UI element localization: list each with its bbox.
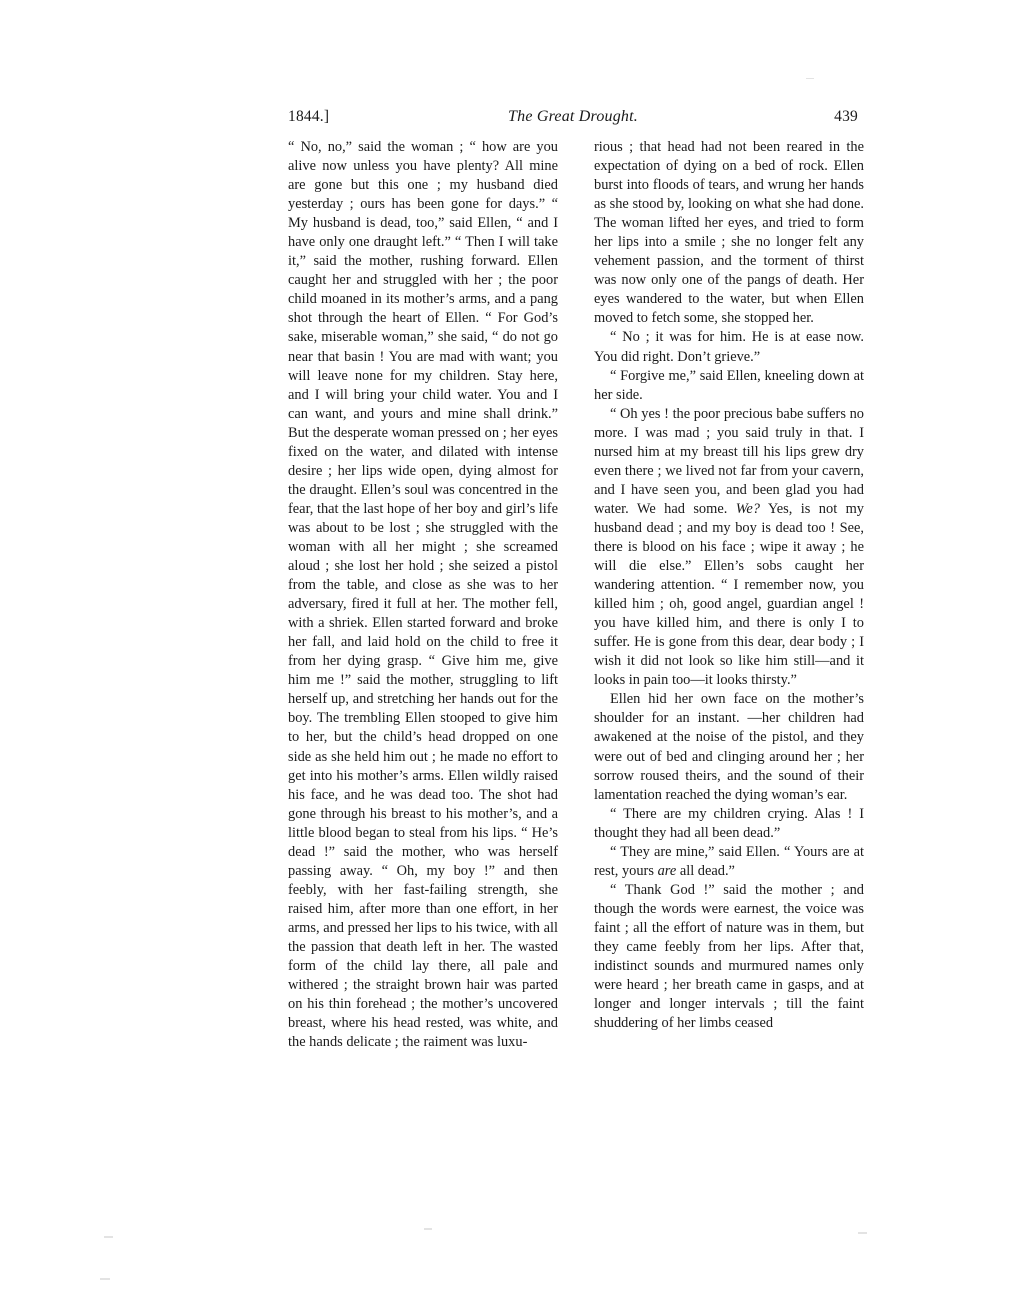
paragraph: “ No, no,” said the woman ; “ how are you alive now unless you have plenty? All mine are gone but this one ; my husband died yesterday ; ours has been gone for days.” “ My husband is dead, too,” said Ellen, “ and I have only one draught left.” “ Then I will take it,” said the mother, rushing forward. Ellen caught her and struggled with her ; the poor child moaned in its mother’s arms, and a pang shot through the heart of Ellen. “ For God’s sake, miserable woman,” she said, “ do not go near that basin ! You are mad with want; you will leave none for my children. Stay here, and I will bring your child water. You and I can want, and yours and mine shall drink.” But the desperate woman pressed on ; her eyes fixed on the water, and dilated with intense desire ; her lips wide open, dying almost for the draught. Ellen’s soul was concentred in the fear, that the last hope of her boy and girl’s life was about to be lost ; she struggled with the woman with all her might ; she screamed aloud ; she lost her hold ; she seized a pistol from the table, and close as she was to her adversary, fired it full at her. The mother fell, with a shriek. Ellen started forward and broke her fall, and laid hold on the child to free it from her dying grasp. “ Give him me, give him me !” said the mother, struggling to lift herself up, and stretching her hands out for the boy. The trembling Ellen stooped to give him to her, but the child’s head dropped on one side as she held him out ; he made no effort to get into his mother’s arms. Ellen wildly raised his face, and he was dead too. The shot had gone through his breast to his mother’s, and a little blood began to steal from his lips. “ He’s dead !” said the mother, who was herself passing away. “ Oh, my boy !” and then feebly, with her fast-failing strength, she raised him, after more than one effort, in her arms, and pressed her lips to his twice, with all the passion that death left in her. The wasted form of the child lay there, all pale and withered ; the straight brown hair was parted on his thin forehead ; the mother’s uncovered breast, where his head rested, was white, and the hands delicate ; the raiment was luxu- [288, 139, 558, 1051]
paragraph: rious ; that head had not been reared in the expectation of dying on a bed of rock. Ellen burst into floods of tears, and wrung her hands as she stood by, looking on what she had done. The woman lifted her eyes, and tried to form her lips into a smile ; she no longer felt any vehement passion, and the torment of thirst was now only one of the pangs of death. Her eyes wandered to the water, but when Ellen moved to fetch some, she stopped her. [594, 139, 864, 327]
paragraph: “ There are my children crying. Alas ! I thought they had all been dead.” [594, 805, 864, 841]
page-artifact-corner [100, 1278, 110, 1280]
column-left [288, 138, 558, 1052]
header-year: 1844.] [288, 108, 330, 125]
page-header [288, 108, 858, 130]
paragraph: “ Thank God !” said the mother ; and though the words were earnest, the voice was faint ; all the effort of nature was in them, but they came feebly from her lips. After that, indistinct sounds and murmured names only were heard ; her breath came in gasps, and at longer and longer intervals ; till the faint shuddering of her limbs ceased [594, 881, 864, 1032]
paragraph: Ellen hid her own face on the mother’s shoulder for an instant. —her children had awakened at the noise of the pistol, and they were out of bed and clinging around her ; her sorrow roused theirs, and the sound of their lamentation reached the dying woman’s ear. [594, 691, 864, 803]
paragraph: “ Oh yes ! the poor precious babe suffers no more. I was mad ; you said truly in that. I nursed him at my breast till his lips grew dry even there ; we lived not far from your cavern, and I have seen you, and been glad you had water. We had some. We? Yes, is not my husband dead ; and my boy is dead too ! See, there is blood on his face ; wipe it away ; he will die else.” Ellen’s sobs caught her wandering attention. “ I remember now, you killed him ; oh, good angel, guardian angel ! you have killed him, and there is only I to suffer. He is gone from this dear, dear body ; I wish it did not look so like him still—and it looks in pain too—it looks thirsty.” [594, 405, 864, 689]
page-artifact-bottom-left [104, 1236, 113, 1238]
paragraph: “ They are mine,” said Ellen. “ Yours are at rest, yours are all dead.” [594, 843, 864, 879]
page-artifact-bottom-center [424, 1228, 432, 1230]
paragraph: “ No ; it was for him. He is at ease now. You did right. Don’t grieve.” [594, 329, 864, 365]
running-title: The Great Drought. [508, 108, 638, 125]
page-artifact-bottom-right [858, 1232, 867, 1234]
page-number: 439 [834, 108, 858, 125]
page-artifact-top-right [806, 78, 814, 79]
paragraph: “ Forgive me,” said Ellen, kneeling down at her side. [594, 367, 864, 403]
column-right [594, 138, 864, 1033]
